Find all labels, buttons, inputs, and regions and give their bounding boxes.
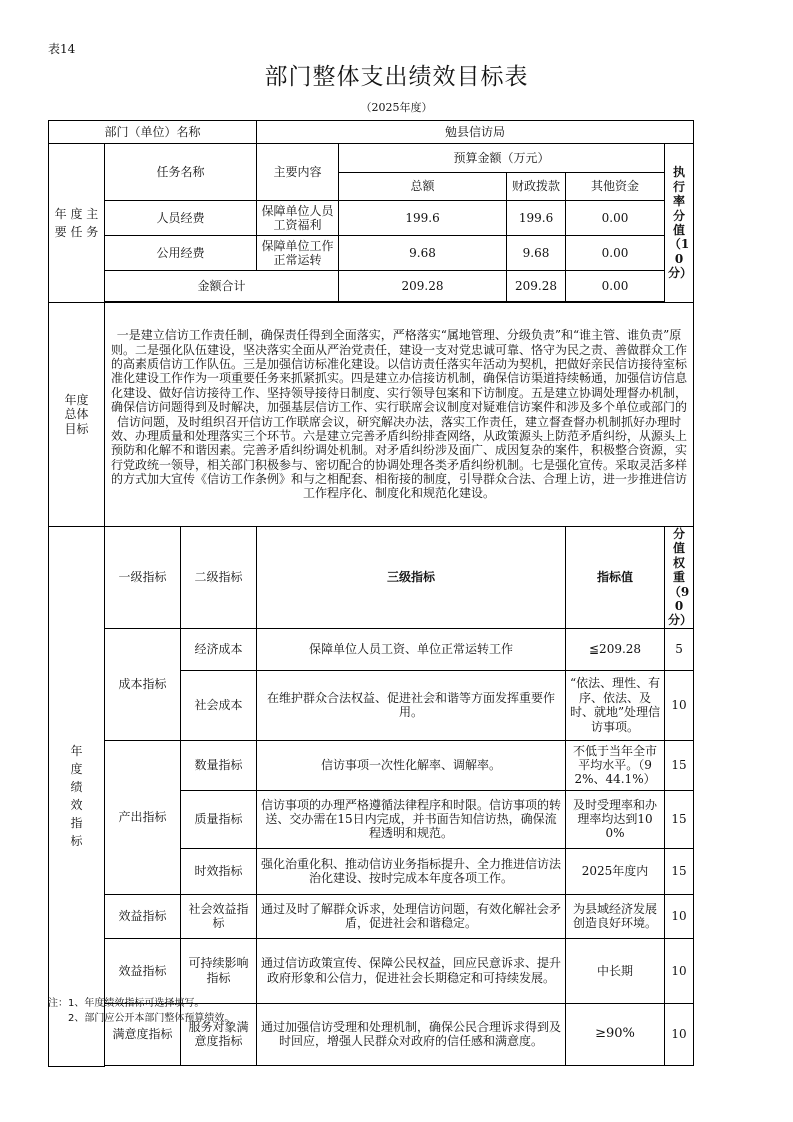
- task-total: 199.6: [339, 201, 507, 236]
- weight: 10: [665, 1003, 694, 1065]
- sum-fiscal: 209.28: [507, 271, 566, 302]
- col-other: 其他资金: [566, 173, 665, 201]
- level2: 时效指标: [181, 848, 257, 894]
- task-other: 0.00: [566, 201, 665, 236]
- level1-output: 产出指标: [105, 740, 181, 894]
- value: 中长期: [566, 938, 665, 1003]
- weight: 10: [665, 670, 694, 740]
- value: ≦209.28: [566, 628, 665, 670]
- goals-label: 年度总体目标: [49, 303, 105, 527]
- value: ≥90%: [566, 1003, 665, 1065]
- task-content: 保障单位工作正常运转: [257, 236, 339, 271]
- sum-other: 0.00: [566, 271, 665, 302]
- col-main-content: 主要内容: [257, 144, 339, 201]
- level3: 强化治重化积、推动信访业务指标提升、全力推进信访法治化建设、按时完成本年度各项工作。: [257, 848, 566, 894]
- level3: 信访事项一次性化解率、调解率。: [257, 740, 566, 790]
- indicators-section-label: 年度绩效指标: [49, 527, 105, 1067]
- score-label: 执行率分值（10分）: [665, 144, 694, 303]
- col-task-name: 任务名称: [105, 144, 257, 201]
- weight: 5: [665, 628, 694, 670]
- value: 不低于当年全市平均水平。（92%、44.1%）: [566, 740, 665, 790]
- col-total: 总额: [339, 173, 507, 201]
- note-2: 2、部门应公开本部门整体预算绩效。: [68, 1013, 235, 1024]
- performance-table: [48, 120, 694, 1067]
- page-title: 部门整体支出绩效目标表: [264, 64, 529, 90]
- task-fiscal: 199.6: [507, 201, 566, 236]
- task-content: 保障单位人员工资福利: [257, 201, 339, 236]
- weight: 15: [665, 790, 694, 848]
- level3: 保障单位人员工资、单位正常运转工作: [257, 628, 566, 670]
- col-weight: 分值权重（90分）: [665, 527, 694, 629]
- task-total: 9.68: [339, 236, 507, 271]
- level1: 满意度指标: [105, 1003, 181, 1065]
- note-1: 注：1、年度绩效指标可选择填写。: [48, 998, 205, 1009]
- level3: 信访事项的办理严格遵循法律程序和时限。信访事项的转送、交办需在15日内完成，并书面告知信访热，确保流程透明和规范。: [257, 790, 566, 848]
- level2: 可持续影响指标: [181, 938, 257, 1003]
- weight: 10: [665, 894, 694, 938]
- table-number: 表14: [48, 42, 76, 56]
- level2: 质量指标: [181, 790, 257, 848]
- col-level2: 二级指标: [181, 527, 257, 629]
- level1: 效益指标: [105, 894, 181, 938]
- level2: 社会效益指标: [181, 894, 257, 938]
- weight: 15: [665, 848, 694, 894]
- level2: 经济成本: [181, 628, 257, 670]
- col-level3: 三级指标: [257, 527, 566, 629]
- dept-label: 部门（单位）名称: [49, 121, 257, 144]
- col-level1: 一级指标: [105, 527, 181, 629]
- level3: 通过加强信访受理和处理机制，确保公民合理诉求得到及时回应，增强人民群众对政府的信任感和满意度。: [257, 1003, 566, 1065]
- value: 为县域经济发展创造良好环境。: [566, 894, 665, 938]
- task-name: 人员经费: [105, 201, 257, 236]
- value: “依法、理性、有序、依法、及时、就地”处理信访事项。: [566, 670, 665, 740]
- task-name: 公用经费: [105, 236, 257, 271]
- value: 及时受理率和办理率均达到100%: [566, 790, 665, 848]
- year-label: （2025年度）: [360, 101, 433, 114]
- col-fiscal: 财政拨款: [507, 173, 566, 201]
- sum-total: 209.28: [339, 271, 507, 302]
- level3: 在维护群众合法权益、促进社会和谐等方面发挥重要作用。: [257, 670, 566, 740]
- level2: 服务对象满意度指标: [181, 1003, 257, 1065]
- sum-label: 金额合计: [105, 271, 339, 302]
- level1: 效益指标: [105, 938, 181, 1003]
- dept-name: 勉县信访局: [257, 121, 694, 144]
- level2: 数量指标: [181, 740, 257, 790]
- notes: [48, 996, 234, 1026]
- col-value: 指标值: [566, 527, 665, 629]
- level1-cost: 成本指标: [105, 628, 181, 740]
- task-other: 0.00: [566, 236, 665, 271]
- col-budget: 预算金额（万元）: [339, 144, 665, 173]
- tasks-section-label: 年 度 主 要 任 务: [49, 144, 105, 303]
- value: 2025年度内: [566, 848, 665, 894]
- goals-text: 一是建立信访工作责任制，确保责任得到全面落实，严格落实“属地管理、分级负责”和“谁主管、谁负责”原则。二是强化队伍建设，坚决落实全面从严治党责任，建设一支对党忠诚可靠、恪守为民之责、善做群众工作的高素质信访工作队伍。三是加强信访标准化建设。以信访责任落实年活动为契机，把做好亲民信访接待室标准化建设工作作为一项重要任务来抓紧抓实。四是建立办信接访机制，确保信访渠道持续畅通，加强信访信息化建设、做好信访接待工作、坚持领导接待日制度、实行领导包案和下访制度。五是建立协调处理督办机制，确保信访问题得到及时解决，加强基层信访工作、实行联席会议制度对疑难信访案件和涉及多个单位或部门的信访问题，及时组织召开信访工作联席会议，研究解决办法，落实工作责任，建立督查督办机制抓好办理时效、办理质量和处理落实三个环节。六是建立完善矛盾纠纷排查网络，从政策源头上防范矛盾纠纷，从源头上预防和化解不和谐因素。完善矛盾纠纷调处机制。对矛盾纠纷涉及面广、成因复杂的案件，积极整合资源，实行党政统一领导，相关部门积极参与、密切配合的协调处理各类矛盾纠纷机制。七是强化宣传。采取灵活多样的方式加大宣传《信访工作条例》和与之相配套、相衔接的制度，引导群众合法、合理上访，进一步推进信访工作程序化、制度化和规范化建设。: [105, 303, 694, 527]
- level3: 通过及时了解群众诉求，处理信访问题，有效化解社会矛盾，促进社会和谐稳定。: [257, 894, 566, 938]
- level2: 社会成本: [181, 670, 257, 740]
- task-fiscal: 9.68: [507, 236, 566, 271]
- weight: 15: [665, 740, 694, 790]
- weight: 10: [665, 938, 694, 1003]
- level3: 通过信访政策宣传、保障公民权益，回应民意诉求、提升政府形象和公信力，促进社会长期稳定和可持续发展。: [257, 938, 566, 1003]
